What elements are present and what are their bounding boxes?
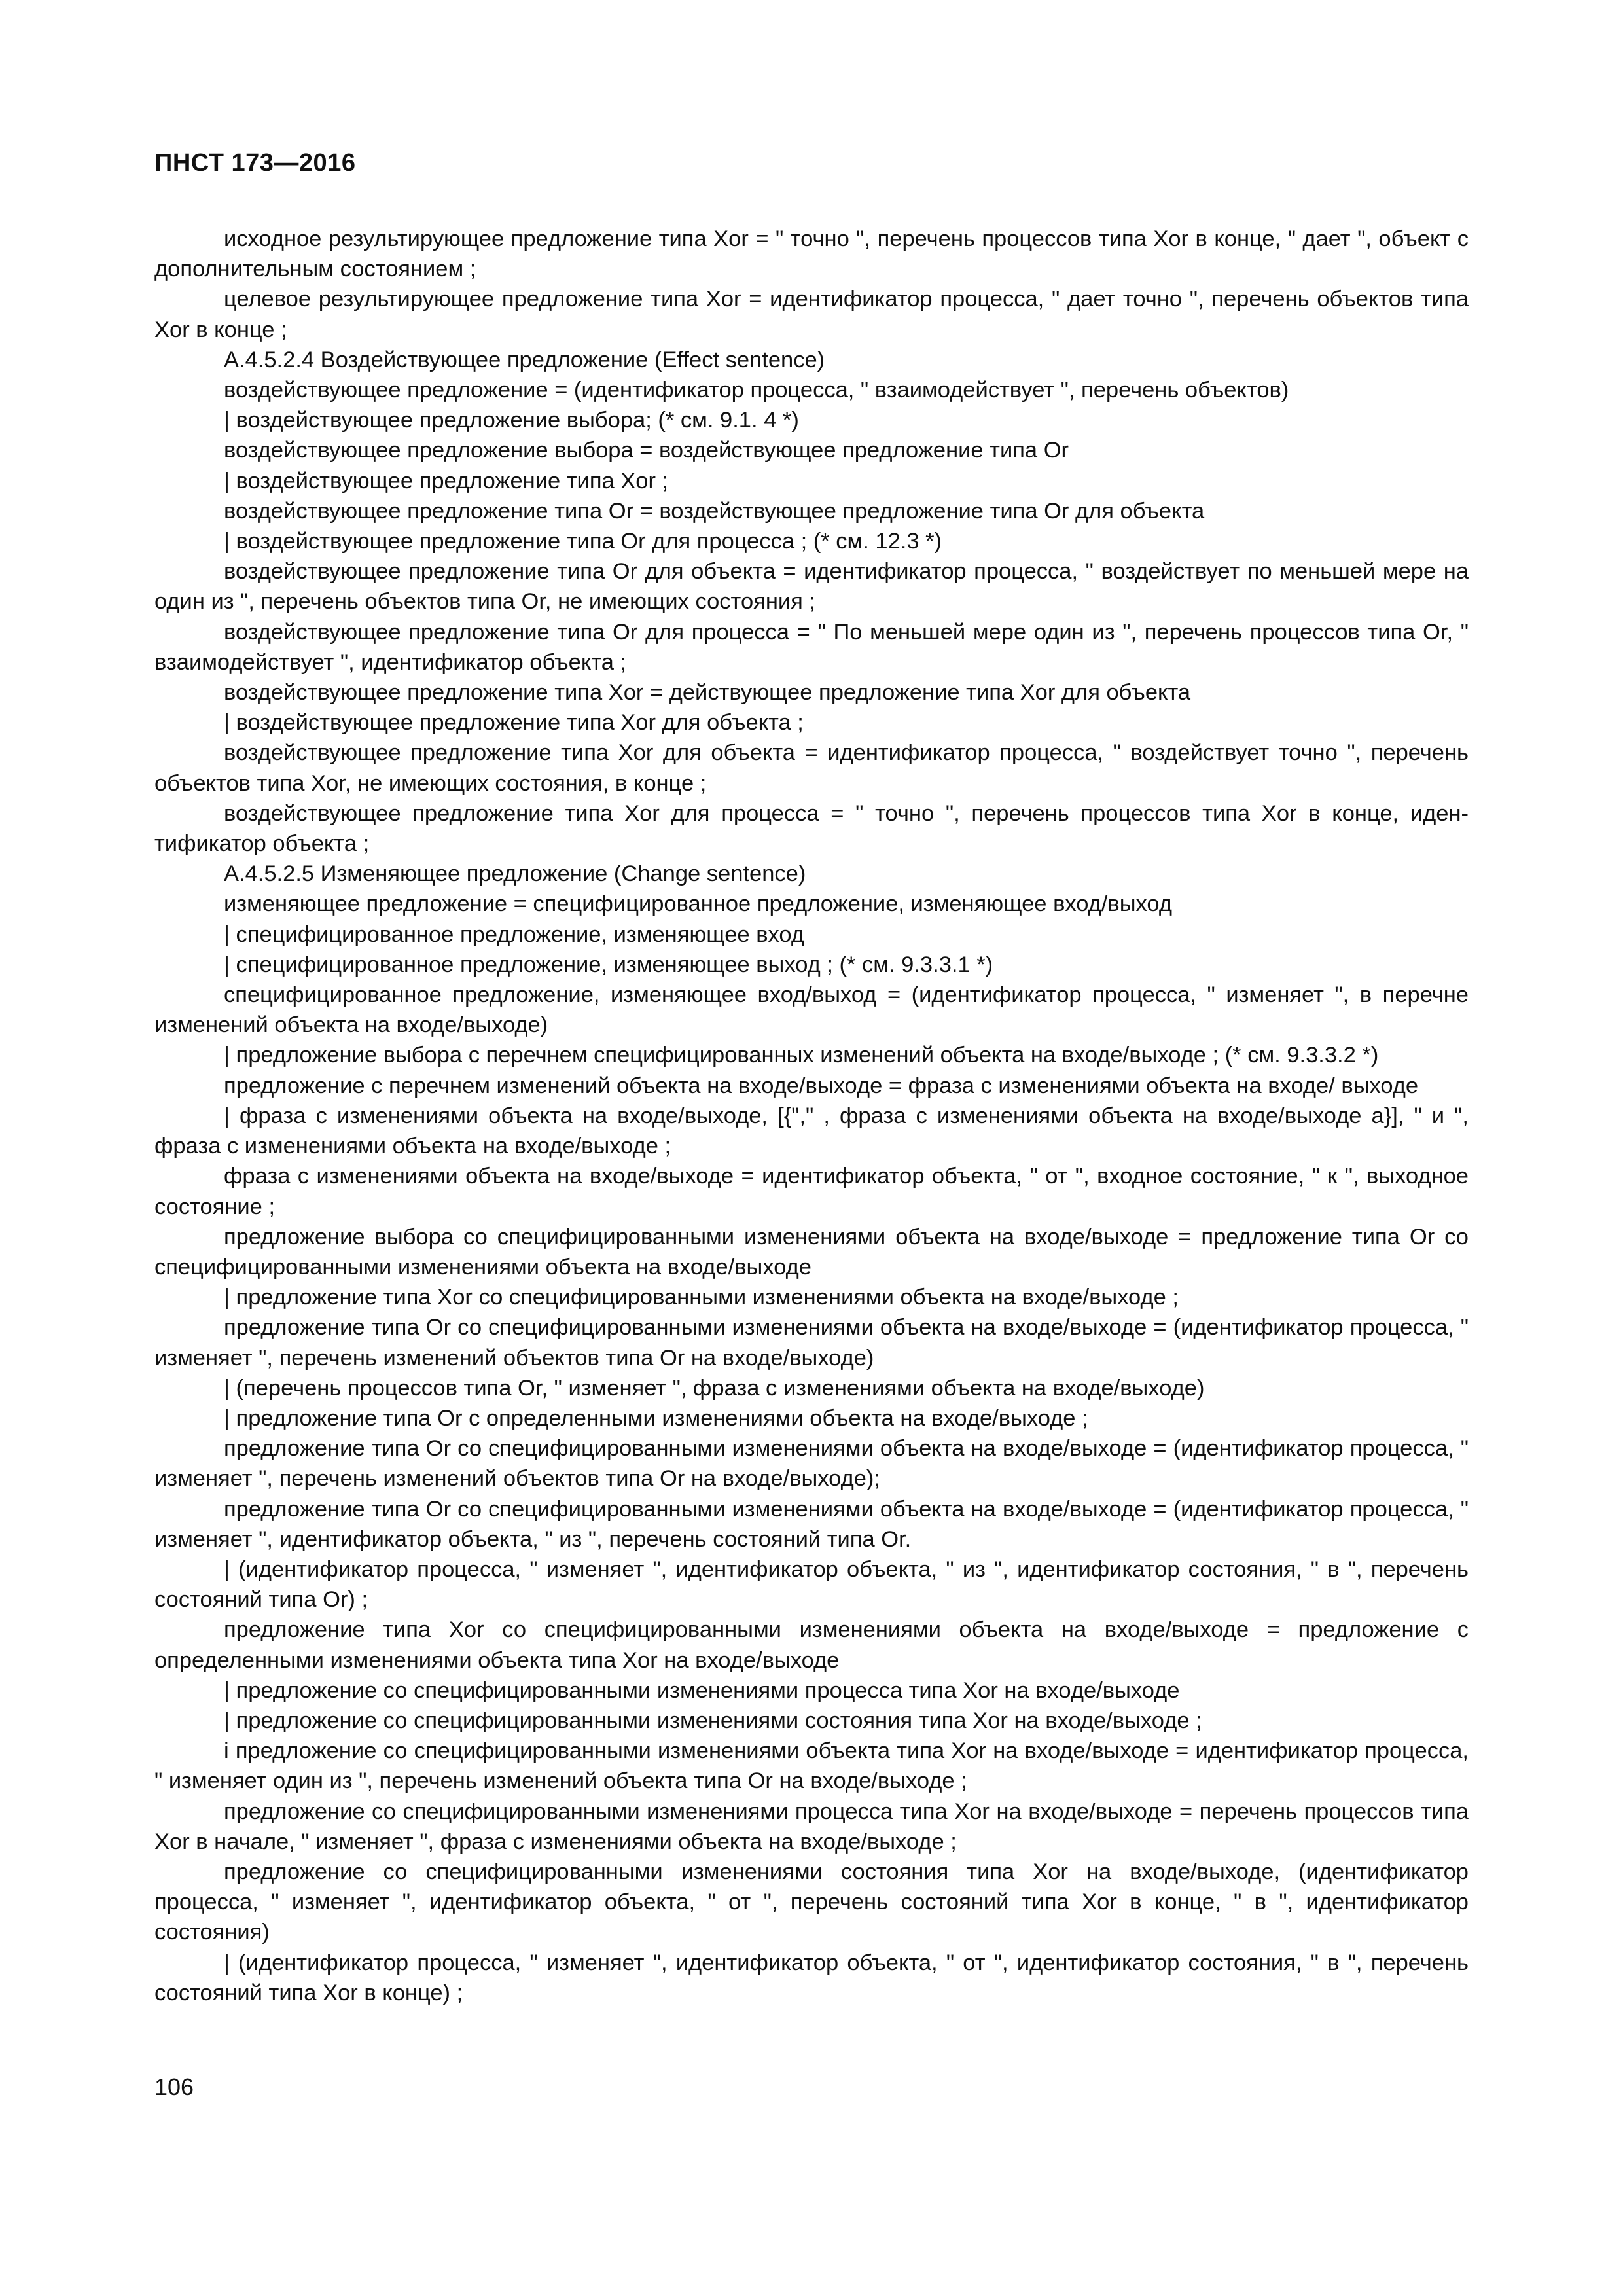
paragraph: | воздействующее предложение типа Xor ; bbox=[224, 468, 669, 493]
paragraph: предложение со специфицированными изменениями состояния типа Xor на входе/выходе, (идентификатор процесса, " изменяет ", идентификатор объекта, " от ", перечень состояний типа Xor в конце, " в ", идентификатор состояния) bbox=[154, 1859, 1469, 1945]
page-number: 106 bbox=[154, 2073, 194, 2100]
paragraph: | (идентификатор процесса, " изменяет ", идентификатор объекта, " из ", идентификатор состояния, " в ", перечень состояний типа Or) ; bbox=[154, 1556, 1469, 1613]
paragraph: предложение типа Or со специфицированными изменениями объекта на входе/выходе = (идентификатор процесса, " изменяет ", идентификатор объекта, " из ", перечень состояний типа Or. bbox=[154, 1496, 1469, 1552]
paragraph: | предложение типа Xor со специфицированными изменениями объекта на входе/выходе ; bbox=[224, 1285, 1179, 1310]
paragraph: воздействующее предложение выбора = воздействующее предложение типа Or bbox=[224, 438, 1069, 463]
paragraph: | предложение со специфицированными изменениями состояния типа Xor на входе/выходе ; bbox=[224, 1708, 1202, 1733]
paragraph: предложение типа Or со специфицированными изменениями объекта на входе/выходе = (идентификатор процесса, " изменяет ", перечень изменений объектов типа Or на входе/выходе) bbox=[154, 1315, 1469, 1371]
paragraph: предложение с перечнем изменений объекта на входе/выходе = фраза с изменениями объекта на входе/ выходе bbox=[224, 1073, 1419, 1098]
paragraph: воздействующее предложение типа Xor для объекта = идентификатор процесса, " воздействует точно ", перечень объектов типа Xor, не имеющих состояния, в конце ; bbox=[154, 740, 1469, 796]
paragraph: целевое результирующее предложение типа Xor = идентификатор процесса, " дает точно ", перечень объектов типа Xor в конце ; bbox=[154, 287, 1469, 342]
paragraph: исходное результирующее предложение типа Xor = " точно ", перечень процессов типа Xor в конце, " дает ", объект с дополнительным состоянием ; bbox=[154, 226, 1469, 282]
paragraph: предложение выбора со специфицированными изменениями объекта на входе/выходе = предложение типа Or со специфицированными изменениями объекта на входе/выходе bbox=[154, 1224, 1469, 1280]
paragraph: | (идентификатор процесса, " изменяет ", идентификатор объекта, " от ", идентификатор состояния, " в ", перечень состояний типа Xor в конце) ; bbox=[154, 1950, 1469, 2005]
paragraph: воздействующее предложение типа Or = воздействующее предложение типа Or для объекта bbox=[224, 498, 1205, 524]
paragraph: воздействующее предложение типа Or для объекта = идентификатор процесса, " воздействует по меньшей мере на один из ", перечень объектов типа Or, не имеющих состояния ; bbox=[154, 559, 1469, 615]
paragraph: воздействующее предложение типа Or для процесса = " По меньшей мере один из ", перечень процессов типа Or, " взаимодействует ", идентификатор объекта ; bbox=[154, 619, 1469, 675]
paragraph: предложение типа Xor со специфицированными изменениями объекта на входе/выходе = предложение с определенными изменениями объекта типа Xor на входе/выходе bbox=[154, 1617, 1469, 1673]
paragraph: специфицированное предложение, изменяющее вход/выход = (идентификатор процесса, " изменяет ", в перечне изменений объекта на входе/выходе) bbox=[154, 982, 1469, 1038]
paragraph: | воздействующее предложение типа Xor для объекта ; bbox=[224, 710, 804, 736]
paragraph: | фраза с изменениями объекта на входе/выходе, [{"," , фраза с изменениями объекта на входе/выходе a}], " и ", фраза с изменениями объекта на входе/выходе ; bbox=[154, 1103, 1469, 1159]
paragraph: | предложение выбора с перечнем специфицированных изменений объекта на входе/выходе ; (* см. 9.3.3.2 *) bbox=[224, 1043, 1379, 1068]
paragraph: i предложение со специфицированными изменениями объекта типа Xor на входе/выходе = идентификатор процесса, " изменяет один из ", перечень изменений объекта типа Or на входе/выходе ; bbox=[154, 1738, 1469, 1794]
paragraph: | воздействующее предложение типа Or для процесса ; (* см. 12.3 *) bbox=[224, 529, 942, 554]
document-header: ПНСТ 173—2016 bbox=[154, 149, 356, 177]
paragraph: | специфицированное предложение, изменяющее вход bbox=[224, 922, 804, 947]
paragraph: | предложение типа Or с определенными изменениями объекта на входе/выходе ; bbox=[224, 1405, 1088, 1431]
paragraph: изменяющее предложение = специфицированное предложение, изменяющее вход/выход bbox=[224, 891, 1172, 917]
paragraph: воздействующее предложение типа Xor для процесса = " точно ", перечень процессов типа Xor в конце, идентификатор объекта ; bbox=[154, 800, 1469, 857]
section-heading: А.4.5.2.5 Изменяющее предложение (Change sentence) bbox=[224, 861, 806, 887]
paragraph: воздействующее предложение = (идентификатор процесса, " взаимодействует ", перечень объектов) bbox=[224, 378, 1289, 403]
paragraph: | предложение со специфицированными изменениями процесса типа Xor на входе/выходе bbox=[224, 1677, 1180, 1703]
paragraph: предложение типа Or со специфицированными изменениями объекта на входе/выходе = (идентификатор процесса, " изменяет ", перечень изменений объектов типа Or на входе/выходе); bbox=[154, 1436, 1469, 1492]
section-heading: А.4.5.2.4 Воздействующее предложение (Effect sentence) bbox=[224, 347, 825, 372]
paragraph: | воздействующее предложение выбора; (* см. 9.1. 4 *) bbox=[224, 408, 799, 433]
paragraph: фраза с изменениями объекта на входе/выходе = идентификатор объекта, " от ", входное состояние, " к ", выходное состояние ; bbox=[154, 1164, 1469, 1219]
paragraph: | (перечень процессов типа Or, " изменяет ", фраза с изменениями объекта на входе/выходе) bbox=[224, 1375, 1205, 1401]
paragraph: воздействующее предложение типа Xor = действующее предложение типа Xor для объекта bbox=[224, 680, 1191, 706]
paragraph: предложение со специфицированными изменениями процесса типа Xor на входе/выходе = перечень процессов типа Xor в начале, " изменяет ", фраза с изменениями объекта на входе/выходе ; bbox=[154, 1799, 1469, 1854]
document-body bbox=[154, 224, 1469, 2008]
paragraph: | специфицированное предложение, изменяющее выход ; (* см. 9.3.3.1 *) bbox=[224, 952, 993, 977]
